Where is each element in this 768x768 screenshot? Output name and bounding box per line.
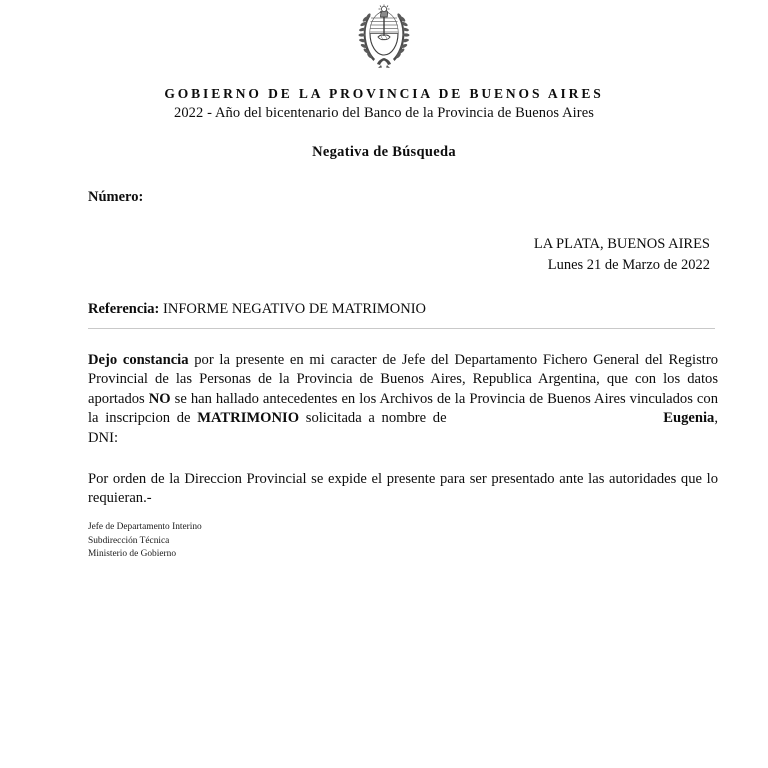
- government-header-line: [0, 86, 768, 102]
- paragraph1-segment-3: solicitada a nombre de: [299, 410, 454, 427]
- paragraph1-bold-name: Eugenia: [663, 410, 715, 427]
- body-paragraph-2: Por orden de la Direccion Provincial se expide el presente para ser presentado ante las autoridades que lo requieran.-: [88, 470, 718, 507]
- paragraph1-bold-no: NO: [148, 390, 171, 407]
- signature-line-3: Ministerio de Gobierno: [88, 549, 177, 560]
- year-slogan-line: 2022 - Año del bicentenario del Banco de la Provincia de Buenos Aires: [173, 105, 595, 121]
- header-divider: [88, 328, 715, 329]
- date-text: Lunes 21 de Marzo de 2022: [547, 257, 710, 274]
- reference-value: INFORME NEGATIVO DE MATRIMONIO: [159, 300, 427, 317]
- government-header-text: GOBIERNO DE LA PROVINCIA DE BUENOS AIRES: [164, 86, 604, 101]
- numero-label: Número:: [88, 189, 144, 205]
- place-text: LA PLATA, BUENOS AIRES: [533, 236, 710, 252]
- reference-line: [88, 301, 768, 318]
- paragraph1-segment-1: por la presente en mi caracter de Jefe del Departamento Fichero General del Registro Provincial de las Personas de la Provincia de Buenos Aires, Republica Argentina, que con los datos aportados: [88, 351, 719, 407]
- paragraph1-bold-matrimonio: MATRIMONIO: [197, 410, 300, 427]
- place-date-block: [0, 234, 710, 277]
- paragraph1-lead-bold: Dejo constancia: [88, 351, 189, 368]
- signature-line-2: Subdirección Técnica: [88, 535, 170, 546]
- body-paragraph-1: [88, 351, 718, 448]
- signature-line-1: Jefe de Departamento Interino: [88, 522, 202, 532]
- document-body: [88, 351, 718, 509]
- reference-label: Referencia:: [88, 300, 160, 317]
- emblem-container: [0, 0, 768, 68]
- paragraph1-segment-2: se han hallado antecedentes en los Archivos de la Provincia de Buenos Aires vinculados con la inscripcion de: [88, 390, 718, 427]
- paragraph1-segment-4: , DNI:: [88, 410, 718, 446]
- signature-block: [88, 521, 202, 562]
- page-title: Negativa de Búsqueda: [312, 144, 456, 160]
- argentina-coat-of-arms-icon: [358, 2, 410, 68]
